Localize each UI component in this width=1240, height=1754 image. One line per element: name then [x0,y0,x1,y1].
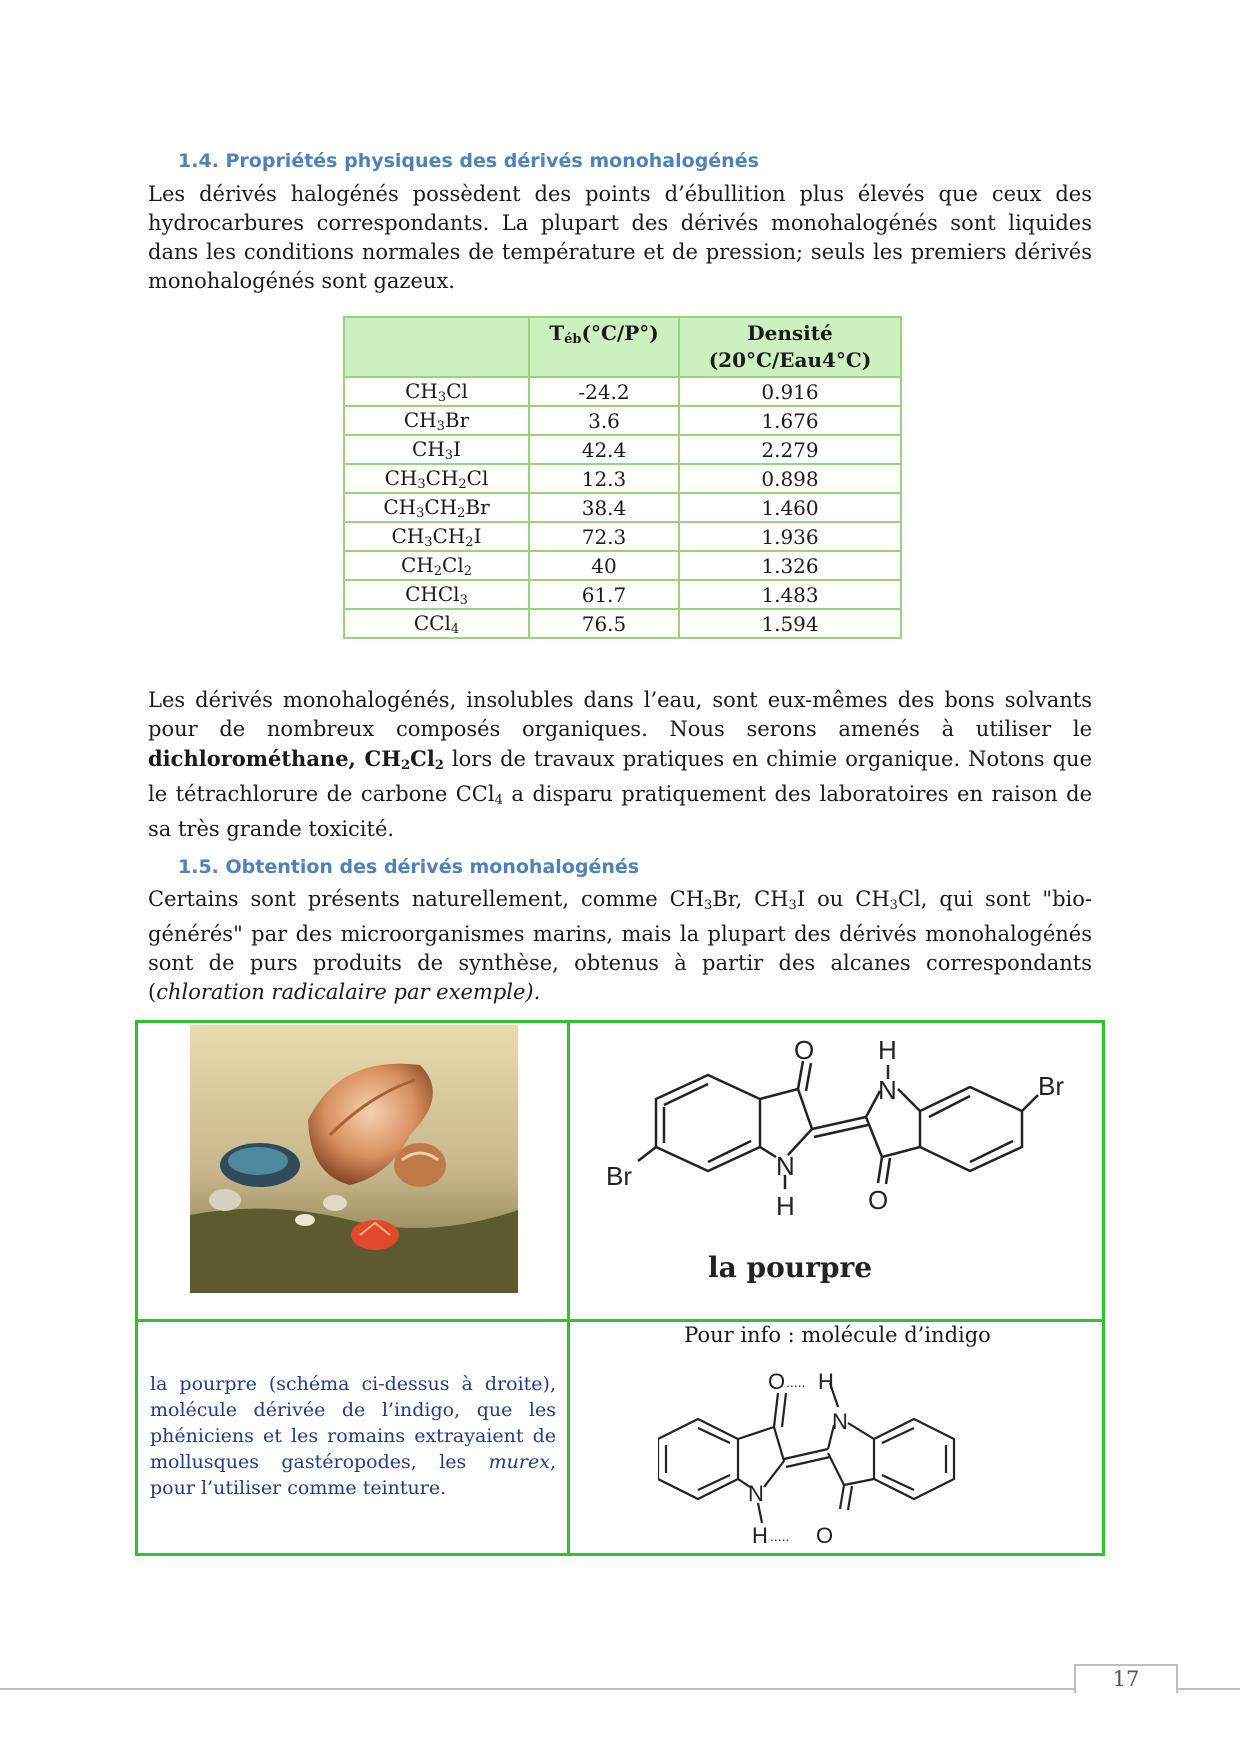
table-row [344,580,901,609]
frame-divider-horizontal [138,1319,1102,1322]
section-heading-1-5: 1.5. Obtention des dérivés monohalogénés [178,856,640,878]
density-cell: 1.483 [679,580,901,609]
indigo-atom-n-left: N [748,1481,764,1506]
formula-cell: $CH_3I$ [344,435,529,464]
atom-br-left: Br [606,1161,632,1191]
table-header-row [344,317,901,377]
density-cell: 1.326 [679,551,901,580]
indigo-atom-h-top: H [818,1369,834,1394]
section-heading-1-4: 1.4. Propriétés physiques des dérivés monohalogénés [178,150,759,172]
seashells-painting [190,1025,518,1293]
indigo-dots-bottom: ..... [770,1528,790,1544]
paragraph-obtention: Certains sont présents naturellement, comme $CH_3Br$, $CH_3I$ ou $CH_3Cl$, qui sont "bio-générés" par des microorganismes marins, mais la plupart des dérivés monohalogénés sont de purs produits de synthèse, obtenus à partir des alcanes correspondants (chloration radicalaire par exemple). [148,887,1092,1004]
indigo-molecule-diagram [658,1353,1018,1553]
atom-n-top: N [878,1075,897,1105]
table-row [344,464,901,493]
density-cell: 1.676 [679,406,901,435]
page-number: 17 [1112,1667,1140,1691]
indigo-atom-o-bottom: O [816,1523,834,1548]
table-header-teb: $T_{éb}(^\circ C/P^\circ)$ [529,317,679,377]
teb-cell: 3.6 [529,406,679,435]
table-row [344,493,901,522]
teb-cell: 42.4 [529,435,679,464]
atom-o-top-left: O [794,1035,815,1065]
table-row [344,522,901,551]
teb-cell: 76.5 [529,609,679,638]
indigo-atom-h-bottom: H [752,1523,768,1548]
table-row [344,406,901,435]
teb-cell: 40 [529,551,679,580]
formula-cell: $CH_3CH_2I$ [344,522,529,551]
footer-rule [0,1688,1240,1690]
formula-cell: CHCl$_3$ [344,580,529,609]
properties-table [343,316,902,639]
figure-frame [135,1020,1105,1556]
formula-cell: $CH_3CH_2Cl$ [344,464,529,493]
atom-h-top: H [878,1035,897,1065]
atom-br-right: Br [1038,1071,1064,1101]
table-row [344,435,901,464]
pourpre-note: la pourpre (schéma ci-dessus à droite), molécule dérivée de l’indigo, que les phéniciens et les romains extrayaient de mollusques gastéropodes, les murex, pour l’utiliser comme teinture. [150,1373,556,1499]
table-row [344,551,901,580]
atom-h-bottom: H [776,1191,795,1221]
density-cell: 1.594 [679,609,901,638]
indigo-atom-o-top: O [768,1369,786,1394]
frame-divider-vertical [567,1023,570,1553]
formula-cell: $CH_2Cl_2$ [344,551,529,580]
teb-cell: -24.2 [529,377,679,406]
formula-cell: $CH_3Cl$ [344,377,529,406]
density-cell: 0.898 [679,464,901,493]
paragraph-properties: Les dérivés halogénés possèdent des points d’ébullition plus élevés que ceux des hydrocarbures correspondants. La plupart des dérivés monohalogénés sont liquides dans les conditions normales de température et de pression; seuls les premiers dérivés monohalogénés sont gazeux. [148,182,1092,293]
table-row [344,377,901,406]
density-cell: 1.936 [679,522,901,551]
density-cell: 1.460 [679,493,901,522]
pourpre-label: la pourpre [708,1251,873,1284]
indigo-info-title: Pour info : molécule d’indigo [684,1323,991,1347]
table-header-density: Densité (20°C/Eau4°C) [679,317,901,377]
density-cell: 0.916 [679,377,901,406]
teb-cell: 72.3 [529,522,679,551]
atom-n-bottom: N [776,1151,795,1181]
teb-cell: 12.3 [529,464,679,493]
paragraph-solvents: Les dérivés monohalogénés, insolubles dans l’eau, sont eux-mêmes des bons solvants pour de nombreux composés organiques. Nous serons amenés à utiliser le dichlorométhane, $CH_2Cl_2$ lors de travaux pratiques en chimie organique. Notons que le tétrachlorure de carbone CCl$_4$ a disparu pratiquement des laboratoires en raison de sa très grande toxicité. [148,688,1093,841]
formula-cell: $CH_3Br$ [344,406,529,435]
formula-cell: $CH_3CH_2Br$ [344,493,529,522]
atom-o-bottom-right: O [868,1185,889,1215]
indigo-atom-n-right: N [832,1409,848,1434]
table-header-empty [344,317,529,377]
formula-cell: CCl$_4$ [344,609,529,638]
teb-cell: 61.7 [529,580,679,609]
density-cell: 2.279 [679,435,901,464]
teb-cell: 38.4 [529,493,679,522]
indigo-dots-top: ..... [786,1374,806,1390]
table-row [344,609,901,638]
